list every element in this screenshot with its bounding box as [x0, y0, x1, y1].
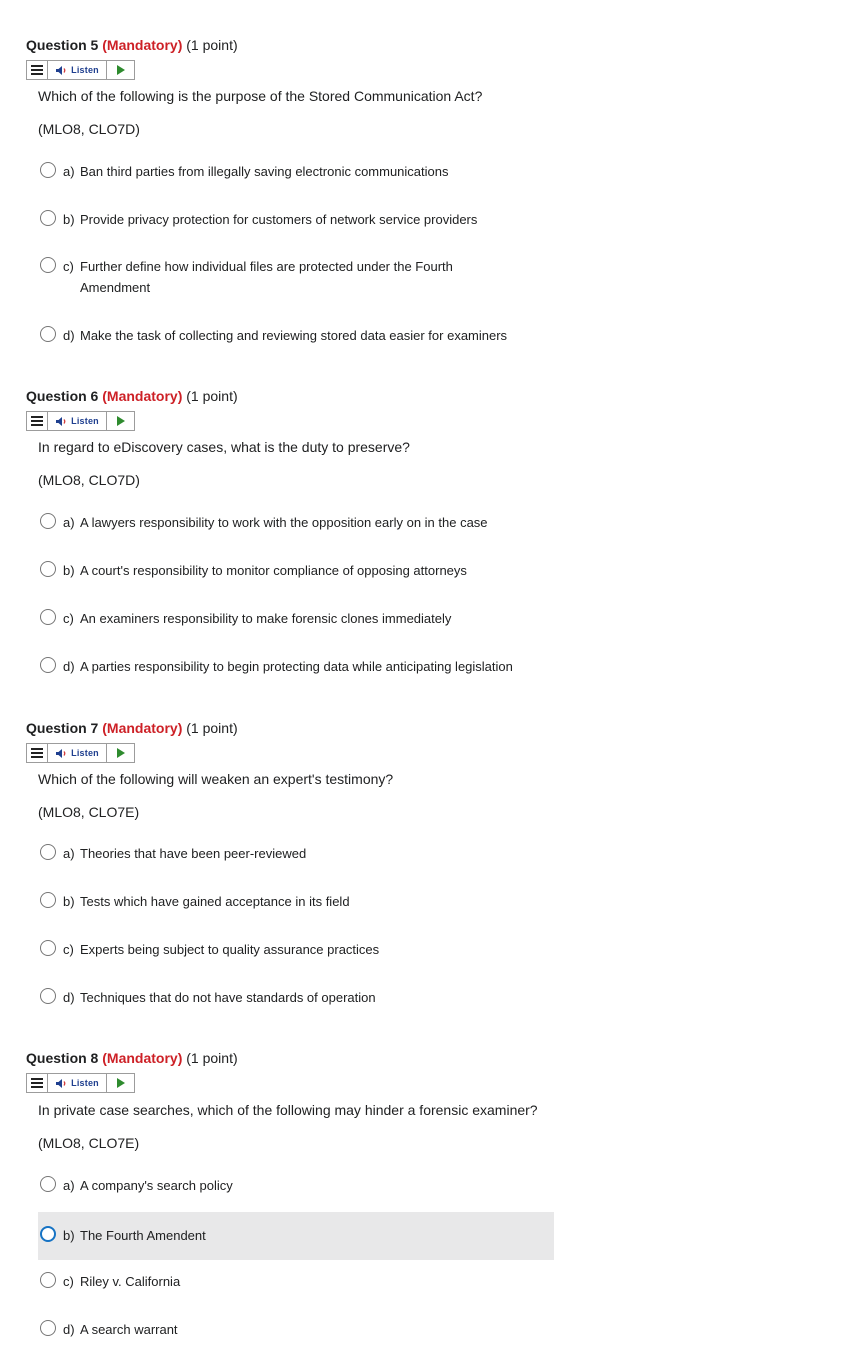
play-button[interactable]: [107, 412, 134, 430]
read-aloud-toolbar: [26, 1073, 135, 1093]
mandatory-label: (Mandatory): [102, 720, 183, 736]
question-text: Which of the following will weaken an expert's testimony?: [38, 771, 394, 787]
radio-button[interactable]: [40, 844, 56, 860]
option-a[interactable]: [38, 510, 554, 534]
listen-button[interactable]: [48, 412, 107, 430]
option-letter: c): [63, 611, 74, 626]
listen-label: Listen: [71, 748, 99, 758]
option-letter: d): [63, 328, 75, 343]
option-text: A company's search policy: [80, 1178, 233, 1193]
radio-button[interactable]: [40, 1226, 56, 1242]
radio-button[interactable]: [40, 940, 56, 956]
option-text: Further define how individual files are protected under the Fourth Amendment: [80, 259, 453, 295]
radio-button[interactable]: [40, 513, 56, 529]
points-label: (1 point): [186, 37, 238, 53]
radio-button[interactable]: [40, 561, 56, 577]
play-icon: [117, 65, 125, 75]
listen-label: Listen: [71, 1078, 99, 1088]
speaker-icon: [55, 748, 68, 759]
option-text: A lawyers responsibility to work with the opposition early on in the case: [80, 515, 488, 530]
option-letter: a): [63, 1178, 75, 1193]
radio-button[interactable]: [40, 1320, 56, 1336]
option-c[interactable]: [38, 254, 554, 300]
option-d[interactable]: [38, 985, 554, 1009]
play-button[interactable]: [107, 61, 134, 79]
option-letter: b): [63, 563, 75, 578]
option-text: Provide privacy protection for customers of network service providers: [80, 212, 478, 227]
question-text: In private case searches, which of the following may hinder a forensic examiner?: [38, 1102, 538, 1118]
question-title: [26, 719, 238, 737]
read-aloud-toolbar: [26, 743, 135, 763]
question-reference: (MLO8, CLO7D): [38, 121, 140, 137]
listen-button[interactable]: [48, 744, 107, 762]
play-icon: [117, 1078, 125, 1088]
option-text: The Fourth Amendent: [80, 1228, 206, 1243]
option-text: Tests which have gained acceptance in its field: [80, 894, 350, 909]
option-letter: b): [63, 894, 75, 909]
option-text: Ban third parties from illegally saving electronic communications: [80, 164, 449, 179]
option-text: An examiners responsibility to make forensic clones immediately: [80, 611, 452, 626]
question-label: Question 8: [26, 1050, 99, 1066]
option-text: Techniques that do not have standards of operation: [80, 990, 376, 1005]
option-text: Riley v. California: [80, 1274, 181, 1289]
mandatory-label: (Mandatory): [102, 388, 183, 404]
radio-button[interactable]: [40, 210, 56, 226]
option-text: A search warrant: [80, 1322, 178, 1337]
radio-button[interactable]: [40, 657, 56, 673]
question-title: [26, 387, 238, 405]
option-letter: b): [63, 212, 75, 227]
option-d[interactable]: [38, 654, 554, 678]
mandatory-label: (Mandatory): [102, 37, 183, 53]
radio-button[interactable]: [40, 988, 56, 1004]
listen-button[interactable]: [48, 1074, 107, 1092]
radio-button[interactable]: [40, 892, 56, 908]
option-text: Make the task of collecting and reviewing stored data easier for examiners: [80, 328, 508, 343]
option-d[interactable]: [38, 1317, 554, 1341]
speaker-icon: [55, 65, 68, 76]
option-text: A parties responsibility to begin protecting data while anticipating legislation: [80, 659, 513, 674]
option-b[interactable]: [38, 1212, 554, 1260]
question-label: Question 7: [26, 720, 99, 736]
menu-icon[interactable]: [27, 412, 48, 430]
play-icon: [117, 416, 125, 426]
option-b[interactable]: [38, 558, 554, 582]
option-a[interactable]: [38, 159, 554, 183]
radio-button[interactable]: [40, 1176, 56, 1192]
listen-label: Listen: [71, 65, 99, 75]
option-c[interactable]: [38, 1269, 554, 1293]
option-a[interactable]: [38, 841, 554, 865]
question-label: Question 6: [26, 388, 99, 404]
option-letter: d): [63, 990, 75, 1005]
option-letter: a): [63, 846, 75, 861]
option-letter: a): [63, 515, 75, 530]
option-d[interactable]: [38, 323, 554, 347]
option-letter: a): [63, 164, 75, 179]
option-letter: c): [63, 1274, 74, 1289]
option-letter: c): [63, 259, 74, 274]
speaker-icon: [55, 1078, 68, 1089]
radio-button[interactable]: [40, 609, 56, 625]
points-label: (1 point): [186, 388, 238, 404]
read-aloud-toolbar: [26, 411, 135, 431]
question-text: In regard to eDiscovery cases, what is the duty to preserve?: [38, 439, 410, 455]
option-letter: d): [63, 1322, 75, 1337]
option-letter: b): [63, 1228, 75, 1243]
option-a[interactable]: [38, 1173, 554, 1197]
listen-label: Listen: [71, 416, 99, 426]
question-label: Question 5: [26, 37, 99, 53]
points-label: (1 point): [186, 720, 238, 736]
read-aloud-toolbar: [26, 60, 135, 80]
option-letter: d): [63, 659, 75, 674]
question-reference: (MLO8, CLO7D): [38, 472, 140, 488]
question-text: Which of the following is the purpose of the Stored Communication Act?: [38, 88, 483, 104]
question-title: [26, 1049, 238, 1067]
radio-button[interactable]: [40, 1272, 56, 1288]
question-title: [26, 36, 238, 54]
option-letter: c): [63, 942, 74, 957]
menu-icon[interactable]: [27, 1074, 48, 1092]
radio-button[interactable]: [40, 257, 56, 273]
option-text: Theories that have been peer-reviewed: [80, 846, 307, 861]
speaker-icon: [55, 416, 68, 427]
listen-button[interactable]: [48, 61, 107, 79]
option-text: Experts being subject to quality assurance practices: [80, 942, 380, 957]
play-button[interactable]: [107, 744, 134, 762]
option-text: A court's responsibility to monitor compliance of opposing attorneys: [80, 563, 467, 578]
question-reference: (MLO8, CLO7E): [38, 1135, 140, 1151]
question-reference: (MLO8, CLO7E): [38, 804, 140, 820]
option-b[interactable]: [38, 207, 554, 231]
menu-icon[interactable]: [27, 744, 48, 762]
option-b[interactable]: [38, 889, 554, 913]
play-icon: [117, 748, 125, 758]
radio-button[interactable]: [40, 326, 56, 342]
radio-button[interactable]: [40, 162, 56, 178]
mandatory-label: (Mandatory): [102, 1050, 183, 1066]
play-button[interactable]: [107, 1074, 134, 1092]
points-label: (1 point): [186, 1050, 238, 1066]
option-c[interactable]: [38, 937, 554, 961]
menu-icon[interactable]: [27, 61, 48, 79]
option-c[interactable]: [38, 606, 554, 630]
